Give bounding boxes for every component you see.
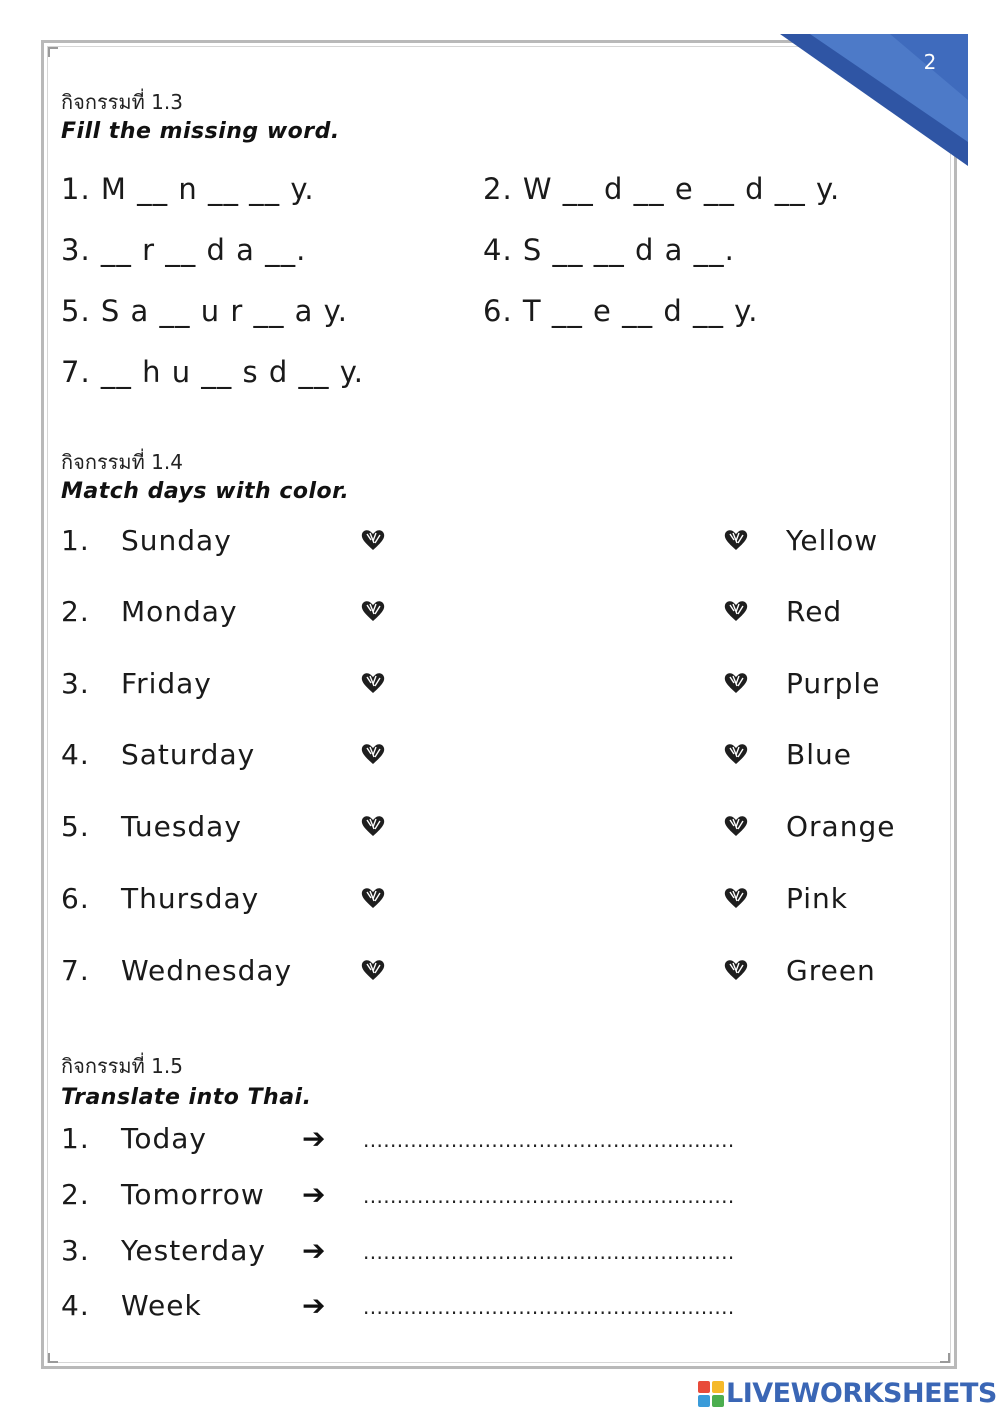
match-day-number: 2.: [61, 595, 90, 628]
answer-blank[interactable]: .......................................................: [363, 1184, 735, 1208]
translate-word: Tomorrow: [121, 1178, 265, 1211]
match-color-word: Purple: [786, 667, 881, 700]
match-day-number: 1.: [61, 524, 90, 557]
heart-dot-icon[interactable]: [360, 885, 386, 911]
activity-1-4-title: Match days with color.: [61, 479, 350, 504]
match-day-number: 5.: [61, 810, 90, 843]
fill-question-3: 3. __ r __ d a __.: [61, 233, 307, 267]
heart-dot-icon[interactable]: [360, 813, 386, 839]
fill-question-7: 7. __ h u __ s d __ y.: [61, 355, 364, 389]
match-day-number: 6.: [61, 882, 90, 915]
heart-dot-icon[interactable]: [360, 598, 386, 624]
arrow-icon: ➔: [302, 1289, 326, 1322]
activity-1-3-title: Fill the missing word.: [61, 119, 340, 144]
match-day-word: Sunday: [121, 524, 232, 557]
liveworksheets-wordmark: LIVEWORKSHEETS: [726, 1378, 997, 1409]
translate-word: Today: [121, 1122, 207, 1155]
heart-dot-icon[interactable]: [723, 813, 749, 839]
activity-1-5-label: กิจกรรมที่ 1.5: [61, 1054, 183, 1078]
translate-number: 2.: [61, 1178, 90, 1211]
match-color-word: Red: [786, 595, 843, 628]
fill-question-1: 1. M __ n __ __ y.: [61, 172, 315, 206]
heart-dot-icon[interactable]: [723, 885, 749, 911]
translate-word: Yesterday: [121, 1234, 266, 1267]
match-day-word: Friday: [121, 667, 212, 700]
match-day-word: Tuesday: [121, 810, 242, 843]
match-day-number: 7.: [61, 954, 90, 987]
heart-dot-icon[interactable]: [723, 598, 749, 624]
fill-question-5: 5. S a __ u r __ a y.: [61, 294, 348, 328]
translate-number: 1.: [61, 1122, 90, 1155]
heart-dot-icon[interactable]: [723, 741, 749, 767]
fill-question-4: 4. S __ __ d a __.: [483, 233, 735, 267]
match-color-word: Yellow: [786, 524, 879, 557]
translate-number: 4.: [61, 1289, 90, 1322]
match-day-word: Thursday: [121, 882, 260, 915]
match-color-word: Blue: [786, 738, 852, 771]
translate-word: Week: [121, 1289, 202, 1322]
match-day-number: 4.: [61, 738, 90, 771]
heart-dot-icon[interactable]: [723, 957, 749, 983]
corner-mark-top-left: [48, 47, 58, 57]
fill-question-6: 6. T __ e __ d __ y.: [483, 294, 759, 328]
match-day-word: Monday: [121, 595, 238, 628]
match-color-word: Green: [786, 954, 876, 987]
page-number: 2: [923, 50, 937, 74]
heart-dot-icon[interactable]: [360, 670, 386, 696]
answer-blank[interactable]: .......................................................: [363, 1295, 735, 1319]
arrow-icon: ➔: [302, 1178, 326, 1211]
activity-1-5-title: Translate into Thai.: [61, 1085, 312, 1110]
arrow-icon: ➔: [302, 1122, 326, 1155]
match-day-number: 3.: [61, 667, 90, 700]
heart-dot-icon[interactable]: [723, 670, 749, 696]
arrow-icon: ➔: [302, 1234, 326, 1267]
answer-blank[interactable]: .......................................................: [363, 1240, 735, 1264]
corner-mark-bottom-right: [940, 1353, 950, 1363]
heart-dot-icon[interactable]: [360, 741, 386, 767]
corner-mark-bottom-left: [48, 1353, 58, 1363]
match-color-word: Pink: [786, 882, 849, 915]
liveworksheets-logo[interactable]: [698, 1378, 998, 1410]
activity-1-3-label: กิจกรรมที่ 1.3: [61, 90, 183, 114]
fill-question-2: 2. W __ d __ e __ d __ y.: [483, 172, 841, 206]
answer-blank[interactable]: .......................................................: [363, 1128, 735, 1152]
heart-dot-icon[interactable]: [723, 527, 749, 553]
match-day-word: Saturday: [121, 738, 256, 771]
match-color-word: Orange: [786, 810, 896, 843]
heart-dot-icon[interactable]: [360, 527, 386, 553]
match-day-word: Wednesday: [121, 954, 293, 987]
liveworksheets-badge-icon: [698, 1381, 724, 1407]
translate-number: 3.: [61, 1234, 90, 1267]
activity-1-4-label: กิจกรรมที่ 1.4: [61, 450, 183, 474]
heart-dot-icon[interactable]: [360, 957, 386, 983]
